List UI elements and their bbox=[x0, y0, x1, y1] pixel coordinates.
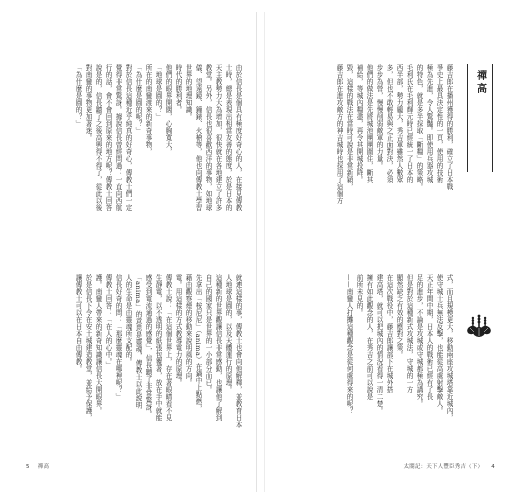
text-column: 士時，總是表現出相當友善的態度，於是日本的 bbox=[224, 64, 232, 211]
chapter-title-box bbox=[467, 64, 493, 172]
text-column: 「anima」的意思是靈魂，傳教士以此說明 bbox=[134, 274, 142, 409]
text-column: 人的生命是由靈魂所支配的。 bbox=[124, 274, 132, 365]
text-column: 由於信長是個具有極度好奇心的人，在接見傳教 bbox=[234, 64, 242, 211]
text-column: 顯然缺乏有效的應對之策。 bbox=[395, 274, 403, 358]
text-column: 藉由觀察煙的移動來說明風的方向。 bbox=[184, 274, 192, 386]
text-column: 信長好奇的問：「那麼靈魂在哪裡呢？」 bbox=[114, 274, 122, 400]
text-column: 多，但也不敢輕易與之正面對決，必須 bbox=[385, 64, 393, 183]
text-column: 前所未見的。 bbox=[355, 274, 363, 316]
text-column: 覺得非常驚訝。據說信長曾經問過：一直向西航 bbox=[114, 64, 122, 211]
chapter-title: 禪高 bbox=[474, 70, 486, 96]
text-column: 對於信長這種近乎純真的好奇心，傳教士們一定 bbox=[124, 64, 132, 211]
text-column: 但是對於這種新式攻城法，守城的一方 bbox=[405, 274, 413, 393]
text-column: 建高塔，就可以把城內的情況看得一清二楚。 bbox=[375, 274, 383, 414]
running-head-right: 太閤記：天下人豐臣秀吉（下） bbox=[403, 464, 484, 470]
text-column: 世界的地理知識。 bbox=[184, 64, 192, 120]
right-footer bbox=[404, 462, 495, 470]
left-footer bbox=[26, 462, 49, 470]
text-column: ——南蠻人打攤這種觀念是從何處得來的呢？ bbox=[345, 274, 353, 414]
text-column: 天正年間中期，日本人的戰術已經有了長 bbox=[425, 274, 433, 400]
text-column: 毀，這樣的戰法在當時可說是非常新穎， bbox=[345, 64, 353, 190]
text-column: 傳教士說：「在這個世界上，存在著眼睛看不見 bbox=[164, 274, 172, 421]
text-column: 就連這樣的事，傳教士也會向他解釋，並教育日本 bbox=[234, 274, 242, 428]
text-column: 藤吉郎在播州獲得的勝利，確立了日本戰 bbox=[445, 64, 453, 190]
text-column: 毛利氏在毛利輝元時已經統一了日本的 bbox=[405, 64, 413, 183]
text-column: 他們的眼界開闊，心胸寬大， bbox=[164, 64, 172, 155]
text-column: 自己的國家只是世界的一小部分而已。 bbox=[204, 274, 212, 393]
text-column: 感受到電流通過的感覺」，信長聽了非常驚訝。 bbox=[144, 274, 152, 418]
text-column: 天主教勢力大為增加，很快就在各地建立了許多 bbox=[214, 64, 222, 211]
text-column: 行的話，會不會回到原來的地方呢？傳教士回答 bbox=[104, 64, 112, 211]
text-column: 所在的南蠻渡來的新奇事物， bbox=[144, 64, 152, 155]
left-page-upper-text bbox=[22, 64, 242, 234]
text-column: 於是信長下令在安土城建造教堂，並給予保護， bbox=[84, 274, 92, 421]
text-column: 藤吉郎在進攻敵方的神吉城時也採用了這個方 bbox=[335, 64, 343, 204]
text-column: 「為什麼是圓的？」 bbox=[74, 64, 82, 127]
running-head-left: 禪高 bbox=[37, 464, 50, 470]
text-column: 「地球是圓的？」 bbox=[154, 64, 162, 120]
text-column: 電。用這樣的方式教導電力的原理。 bbox=[174, 274, 182, 386]
text-column: 時代的勝利者。 bbox=[174, 64, 182, 113]
right-page-lower-text bbox=[277, 274, 453, 444]
text-column: 爭史上最具決定性的一頁，使用的技術 bbox=[435, 64, 443, 183]
left-page-lower-text bbox=[22, 274, 242, 444]
text-column: 教堂。另外，信長也很喜歡西洋的事物，如地球 bbox=[204, 64, 212, 211]
page-number-left: 5 bbox=[26, 464, 30, 470]
text-column: 護。南蠻人帶來的新奇知識讓信長大開眼界。 bbox=[94, 274, 102, 414]
right-page bbox=[264, 12, 513, 492]
text-column: 擁有如此觀念的人，在秀吉之前可以說是 bbox=[365, 274, 373, 400]
text-column: 「為什麼是圓的呢？」 bbox=[134, 64, 142, 134]
book-spread bbox=[8, 12, 512, 492]
right-page-upper-text bbox=[277, 64, 453, 234]
page-number-right: 4 bbox=[491, 464, 495, 470]
text-column: 對南蠻的事物更加著迷。 bbox=[84, 64, 92, 141]
text-column: 人地球是圓的，以及天體運行的原理。 bbox=[224, 274, 232, 393]
text-column: 說是的，信長聽了之後高興得不得了，從此以後 bbox=[94, 64, 102, 211]
text-column: 西半部，勢力龐大，秀吉軍雖然人數眾 bbox=[395, 64, 403, 183]
text-column: 補給，等城內糧盡，再令其開城投降。 bbox=[355, 64, 363, 183]
text-column: 傳教士回答：「在人的心中。」 bbox=[104, 274, 112, 369]
text-column: 他們的做法是先將城池團團圍住，斷其 bbox=[365, 64, 373, 183]
text-column: 在這次戰役中，藤吉郎讓部下在城外搭 bbox=[385, 274, 393, 393]
text-column: 儀、望遠鏡、鐘錶、火槍等，他也向傳教士學習 bbox=[194, 64, 202, 211]
text-column: 生靜電，以不透明的紙張包覆著，放在手中就能 bbox=[154, 274, 162, 421]
text-column: 這種新的世界觀讓信長非常感動，也讓他了解到 bbox=[214, 274, 222, 421]
left-page bbox=[8, 12, 257, 492]
text-column: 使守城士兵無法反擊，也能從高處射擊敵人。 bbox=[435, 274, 443, 414]
text-column: 的特色，就是多半採取「斷糧」的策略。 bbox=[415, 64, 423, 190]
text-column: 足的進步，不論是攻城或守城都極為講究。 bbox=[415, 274, 423, 407]
text-column: 先拿出「桉尼尼」（anima）在鍋中上點燃， bbox=[194, 274, 202, 413]
text-column: 步步為營，慢慢削弱敵軍的力量。 bbox=[375, 64, 383, 169]
text-column: 極為先進，令人驚豔。即使用兵器攻城 bbox=[425, 64, 433, 183]
text-column: 式，而且規模更大，移動兩座攻城塔靠近城內， bbox=[445, 274, 453, 421]
text-column: 讓傳教士可以在日本自由傳教。 bbox=[74, 274, 82, 372]
paulownia-crest-icon bbox=[465, 312, 493, 340]
